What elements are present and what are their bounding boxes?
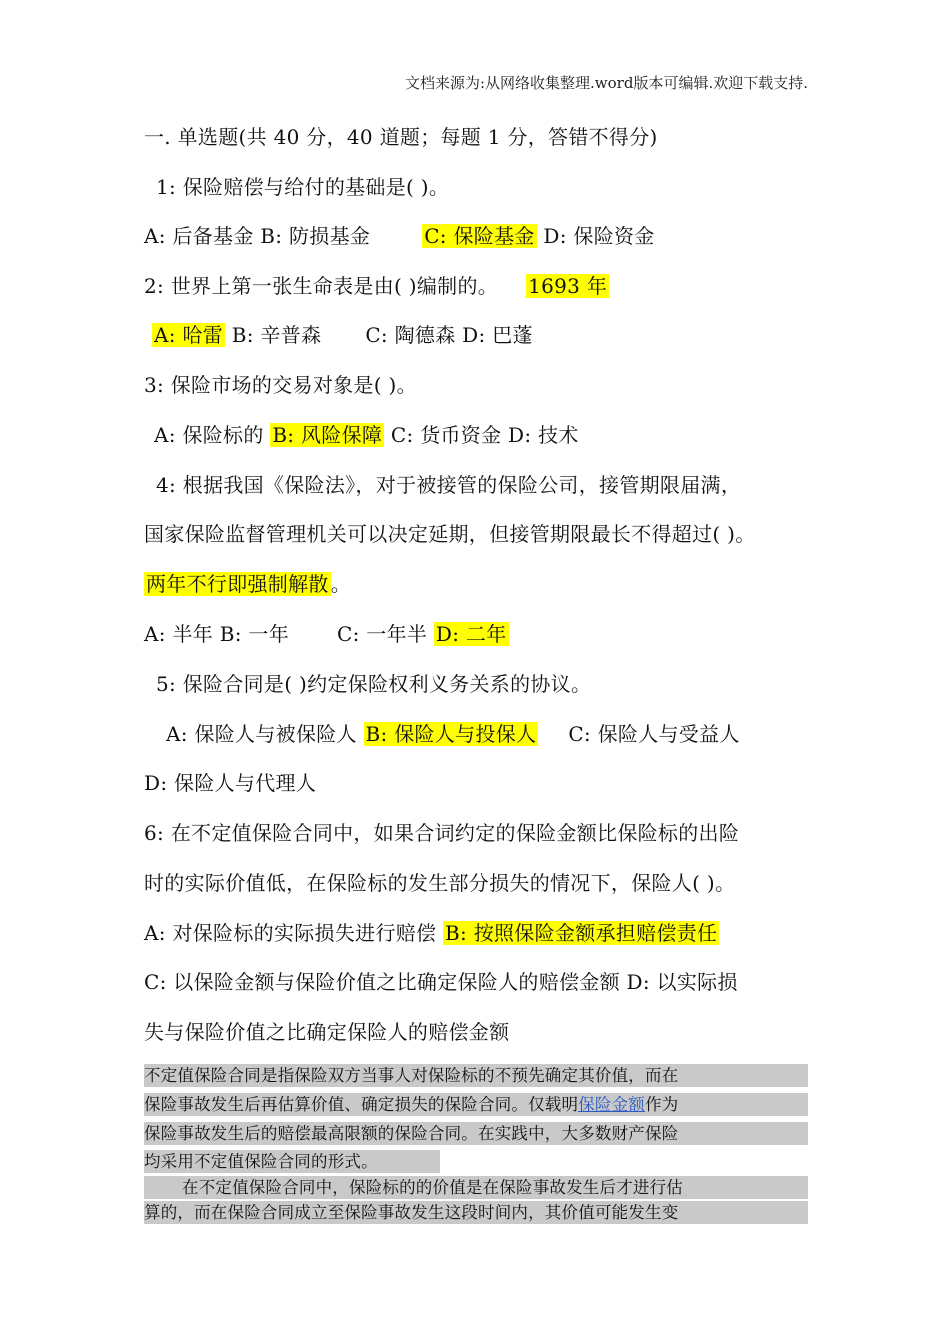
q5-option-a: A: 保险人与被保险人 — [166, 722, 357, 746]
question-4-stem-line2: 国家保险监督管理机关可以决定延期，但接管期限最长不得超过( )。 — [144, 522, 756, 546]
explanation-line-2-tail: 作为 — [645, 1095, 679, 1114]
question-2-stem — [144, 271, 609, 301]
explanation-line-6: 算的，而在保险合同成立至保险事故发生这段时间内，其价值可能发生变 — [144, 1201, 808, 1224]
q4-option-c: C: 一年半 — [337, 622, 428, 646]
question-2-options — [152, 320, 533, 350]
q1-option-d: D: 保险资金 — [543, 224, 655, 248]
question-3-stem: 3: 保险市场的交易对象是( )。 — [144, 373, 417, 397]
question-6-options-cd: C: 以保险金额与保险价值之比确定保险人的赔偿金额 D: 以实际损 — [144, 970, 738, 994]
section-title: 一. 单选题(共 40 分，40 道题；每题 1 分，答错不得分) — [144, 125, 658, 149]
q2-stem-text: 2: 世界上第一张生命表是由( )编制的。 — [144, 274, 499, 298]
q2-option-cd: C: 陶德森 D: 巴蓬 — [365, 323, 533, 347]
question-6-stem-line1: 6: 在不定值保险合同中，如果合词约定的保险金额比保险标的出险 — [144, 821, 740, 845]
q2-option-b: B: 辛普森 — [231, 323, 322, 347]
q6-answer-highlight: B: 按照保险金额承担赔偿责任 — [445, 921, 718, 945]
question-5-stem: 5: 保险合同是( )约定保险权利义务关系的协议。 — [156, 672, 592, 696]
question-4-options — [144, 619, 509, 649]
question-5-option-d: D: 保险人与代理人 — [144, 771, 317, 795]
explanation-line-5: 在不定值保险合同中，保险标的的价值是在保险事故发生后才进行估 — [144, 1176, 808, 1199]
explanation-line-1: 不定值保险合同是指保险双方当事人对保险标的不预先确定其价值，而在 — [144, 1064, 808, 1087]
explanation-line-2 — [144, 1093, 808, 1116]
q1-answer-highlight: C: 保险基金 — [424, 224, 535, 248]
q1-option-ab: A: 后备基金 B: 防损基金 — [144, 224, 371, 248]
q4-note-highlight: 两年不行即强制解散 — [146, 572, 329, 596]
q3-option-a: A: 保险标的 — [154, 423, 264, 447]
question-1-options — [144, 221, 655, 251]
question-4-note — [144, 569, 351, 599]
q5-option-c: C: 保险人与受益人 — [568, 722, 740, 746]
question-6-stem-line2: 时的实际价值低，在保险标的发生部分损失的情况下，保险人( )。 — [144, 871, 736, 895]
question-4-stem-line1: 4: 根据我国《保险法》，对于被接管的保险公司，接管期限届满， — [156, 473, 742, 497]
q6-option-a: A: 对保险标的实际损失进行赔偿 — [144, 921, 437, 945]
q3-option-cd: C: 货币资金 D: 技术 — [390, 423, 579, 447]
q3-answer-highlight: B: 风险保障 — [272, 423, 383, 447]
question-5-options — [166, 719, 740, 749]
explanation-line-2-text: 保险事故发生后再估算价值、确定损失的保险合同。仅载明 — [144, 1095, 579, 1114]
explanation-line-4: 均采用不定值保险合同的形式。 — [144, 1150, 440, 1173]
question-6-options-cd-cont: 失与保险价值之比确定保险人的赔偿金额 — [144, 1020, 510, 1044]
explanation-line-3: 保险事故发生后的赔偿最高限额的保险合同。在实践中，大多数财产保险 — [144, 1122, 808, 1145]
q4-note-tail: 。 — [330, 572, 352, 596]
document-source-header: 文档来源为:从网络收集整理.word版本可编辑.欢迎下载支持. — [404, 74, 808, 92]
q4-option-ab: A: 半年 B: 一年 — [144, 622, 289, 646]
q5-answer-highlight: B: 保险人与投保人 — [365, 722, 537, 746]
question-1-stem: 1: 保险赔偿与给付的基础是( )。 — [156, 175, 450, 199]
question-3-options — [154, 420, 579, 450]
q2-answer-highlight: A: 哈雷 — [154, 323, 224, 347]
q2-note-highlight: 1693 年 — [528, 274, 608, 298]
question-6-options-ab — [144, 918, 719, 948]
q4-answer-highlight: D: 二年 — [435, 622, 507, 646]
insured-amount-link[interactable]: 保险金额 — [578, 1095, 646, 1114]
